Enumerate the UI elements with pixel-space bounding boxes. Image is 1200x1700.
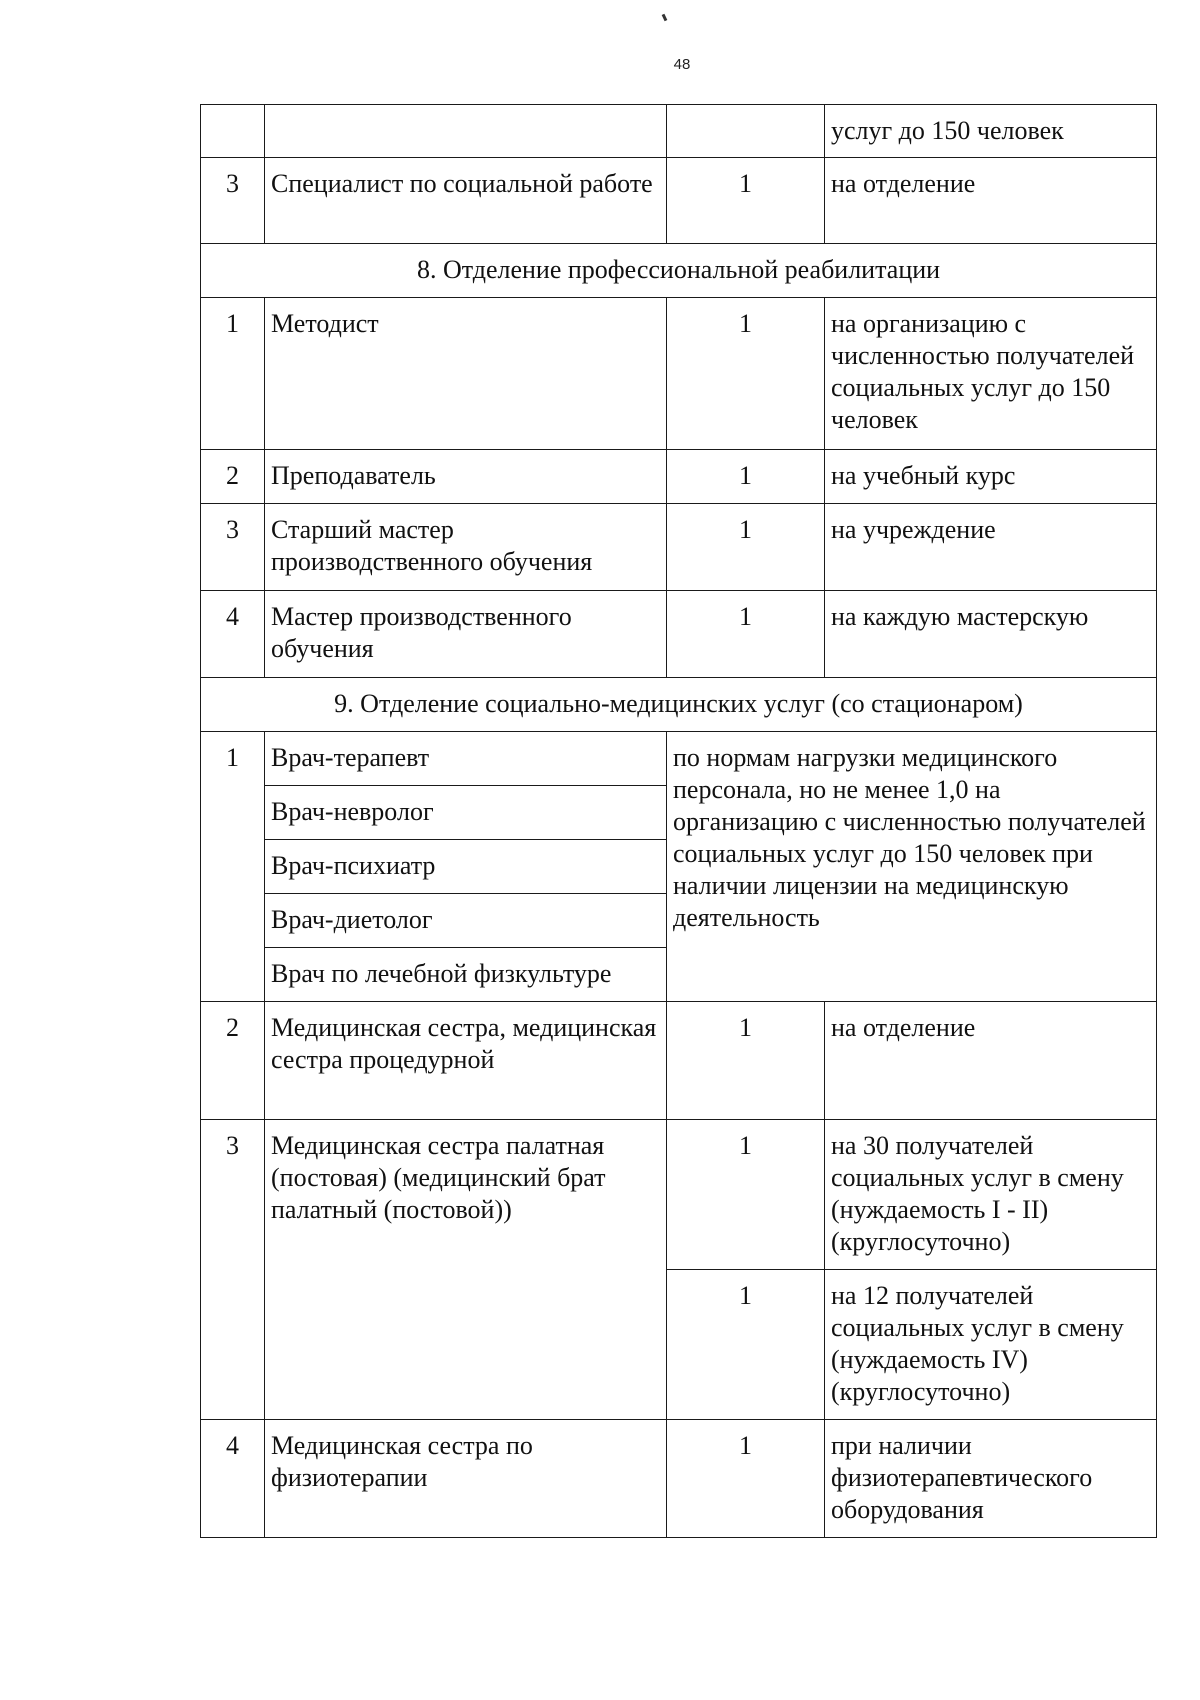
row-number: 1 (201, 298, 265, 450)
norm-cell: на учреждение (825, 504, 1157, 591)
position-cell: Врач-психиатр (265, 840, 667, 894)
position-cell: Медицинская сестра, медицинская сестра процедурной (265, 1002, 667, 1120)
staffing-table (200, 104, 1157, 1538)
position-cell: Старший мастер производственного обучения (265, 504, 667, 591)
position-cell: Медицинская сестра по физиотерапии (265, 1420, 667, 1538)
table-row (201, 1002, 1157, 1120)
scan-artifact (662, 14, 668, 22)
table-row (201, 1420, 1157, 1538)
position-cell: Мастер производственного обучения (265, 591, 667, 678)
row-number: 3 (201, 1120, 265, 1420)
quantity-cell: 1 (667, 1120, 825, 1270)
norm-cell: при наличии физиотерапевтического оборудования (825, 1420, 1157, 1538)
position-cell: Врач-диетолог (265, 894, 667, 948)
position-cell: Преподаватель (265, 450, 667, 504)
table-row (201, 298, 1157, 450)
section-header-row (201, 678, 1157, 732)
norm-cell: по нормам нагрузки медицинского персонала, но не менее 1,0 на организацию с численностью получателей социальных услуг до 150 человек при наличии лицензии на медицинскую деятельность (667, 732, 1157, 1002)
table-row (201, 158, 1157, 244)
section-title: 8. Отделение профессиональной реабилитации (201, 244, 1157, 298)
position-cell (265, 105, 667, 158)
quantity-cell: 1 (667, 450, 825, 504)
quantity-cell: 1 (667, 504, 825, 591)
position-cell: Врач-невролог (265, 786, 667, 840)
quantity-cell: 1 (667, 158, 825, 244)
position-cell: Врач по лечебной физкультуре (265, 948, 667, 1002)
norm-cell: на отделение (825, 1002, 1157, 1120)
quantity-cell: 1 (667, 298, 825, 450)
table-row (201, 591, 1157, 678)
quantity-cell: 1 (667, 1420, 825, 1538)
row-number: 1 (201, 732, 265, 1002)
table-row (201, 504, 1157, 591)
position-cell: Медицинская сестра палатная (постовая) (медицинский брат палатный (постовой)) (265, 1120, 667, 1420)
quantity-cell: 1 (667, 1002, 825, 1120)
table-row (201, 732, 1157, 786)
page-number: 48 (673, 56, 691, 73)
norm-cell: на отделение (825, 158, 1157, 244)
norm-cell: на 12 получателей социальных услуг в смену (нуждаемость IV) (круглосуточно) (825, 1270, 1157, 1420)
quantity-cell: 1 (667, 1270, 825, 1420)
norm-cell: услуг до 150 человек (825, 105, 1157, 158)
row-number: 4 (201, 591, 265, 678)
row-number: 2 (201, 1002, 265, 1120)
norm-cell: на организацию с численностью получателей социальных услуг до 150 человек (825, 298, 1157, 450)
section-header-row (201, 244, 1157, 298)
norm-cell: на 30 получателей социальных услуг в смену (нуждаемость I - II) (круглосуточно) (825, 1120, 1157, 1270)
table-row (201, 105, 1157, 158)
position-cell: Методист (265, 298, 667, 450)
norm-cell: на учебный курс (825, 450, 1157, 504)
row-number: 4 (201, 1420, 265, 1538)
row-number (201, 105, 265, 158)
quantity-cell: 1 (667, 591, 825, 678)
quantity-cell (667, 105, 825, 158)
table-row (201, 450, 1157, 504)
row-number: 3 (201, 504, 265, 591)
position-cell: Врач-терапевт (265, 732, 667, 786)
position-cell: Специалист по социальной работе (265, 158, 667, 244)
norm-cell: на каждую мастерскую (825, 591, 1157, 678)
table-row (201, 1120, 1157, 1270)
row-number: 2 (201, 450, 265, 504)
section-title: 9. Отделение социально-медицинских услуг (со стационаром) (201, 678, 1157, 732)
row-number: 3 (201, 158, 265, 244)
